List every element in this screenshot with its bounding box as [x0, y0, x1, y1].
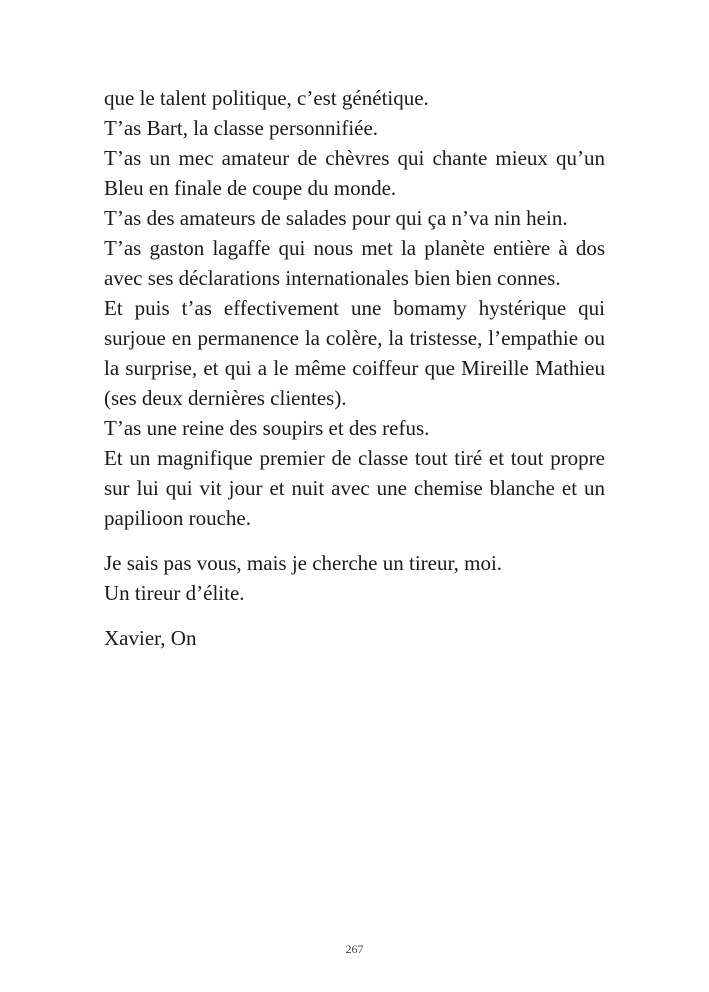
- page-number: 267: [345, 942, 364, 956]
- closing-line-2: Un tireur d’élite.: [104, 581, 245, 605]
- paragraph-8: Et un magnifique premier de classe tout tiré et tout propre sur lui qui vit jour et nuit avec une chemise blanche et un papilioon rouche.: [104, 446, 605, 530]
- closing-line-1: Je sais pas vous, mais je cherche un tireur, moi.: [104, 551, 503, 575]
- signature: Xavier, On: [104, 626, 197, 650]
- paragraph-2: T’as Bart, la classe personnifiée.: [104, 116, 379, 140]
- paragraph-7: T’as une reine des soupirs et des refus.: [104, 416, 430, 440]
- paragraph-3: T’as un mec amateur de chèvres qui chante mieux qu’un Bleu en finale de coupe du monde.: [104, 146, 605, 200]
- paragraph-1: que le talent politique, c’est génétique.: [104, 86, 429, 110]
- paragraph-5: T’as gaston lagaffe qui nous met la planète entière à dos avec ses déclarations internationales bien bien connes.: [104, 236, 605, 290]
- paragraph-6: Et puis t’as effectivement une bomamy hystérique qui surjoue en permanence la colère, la tristesse, l’empathie ou la surprise, et qui a le même coiffeur que Mireille Mathieu (ses deux dernières clientes).: [104, 296, 605, 410]
- paragraph-4: T’as des amateurs de salades pour qui ça n’va nin hein.: [104, 206, 568, 230]
- body-text: [104, 83, 605, 653]
